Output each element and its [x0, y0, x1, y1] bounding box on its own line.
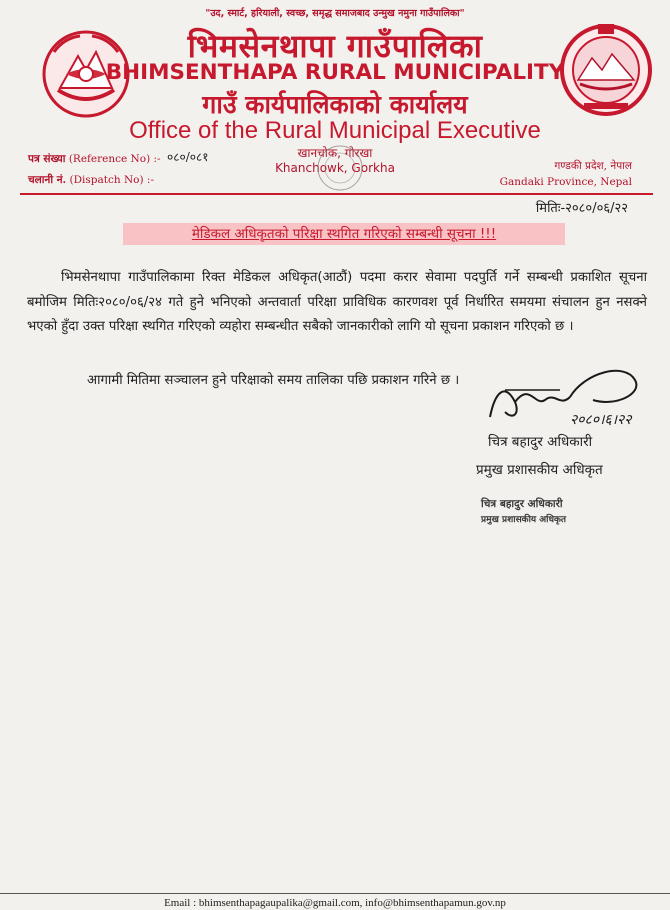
address-nepali: खानचोक, गोरखा — [297, 146, 373, 160]
signatory-title: प्रमुख प्रशासकीय अधिकृत — [476, 462, 603, 478]
notice-date: मितिः-२०८०/०६/२२ — [535, 201, 628, 216]
reference-number-label: पत्र संख्या (Reference No) :- — [28, 153, 161, 165]
footer-divider — [0, 893, 670, 894]
municipality-name-english: BHIMSENTHAPA RURAL MUNICIPALITY — [105, 60, 565, 85]
dispatch-number-label: चलानी नं. (Dispatch No) :- — [28, 174, 155, 186]
slogan: "उद, स्मार्ट, हरियाली, स्वच्छ, समृद्ध समाजबाद उन्मुख नमुना गाउँपालिका" — [205, 8, 465, 19]
office-stamp-icon — [295, 143, 385, 193]
office-name-nepali: गाउँ कार्यपालिकाको कार्यालय — [202, 90, 468, 119]
notice-subject: मेडिकल अधिकृतको परिक्षा स्थगित गरिएको सम्बन्धी सूचना !!! — [123, 223, 565, 245]
header-divider — [20, 193, 653, 195]
footer-email: Email : bhimsenthapagaupalika@gmail.com, info@bhimsenthapamun.gov.np — [164, 897, 506, 909]
municipality-name-nepali: भिमसेनथापा गाउँपालिका — [187, 27, 483, 65]
signatory-name: चित्र बहादुर अधिकारी — [488, 434, 593, 450]
province-nepali: गण्डकी प्रदेश, नेपाल — [554, 160, 632, 172]
handwritten-signature — [475, 362, 665, 437]
province-english: Gandaki Province, Nepal — [499, 176, 632, 188]
reference-number-value: ०८०/०८१ — [167, 150, 209, 164]
signature-date: २०८०।६।२२ — [570, 412, 632, 428]
stamp-title: प्रमुख प्रशासकीय अधिकृत — [481, 515, 567, 525]
stamp-name: चित्र बहादुर अधिकारी — [481, 498, 563, 510]
notice-paragraph-2: आगामी मितिमा सञ्चालन हुने परिक्षाको समय तालिका पछि प्रकाशन गरिने छ । — [87, 373, 460, 388]
notice-paragraph-1: भिमसेनथापा गाउँपालिकामा रिक्त मेडिकल अधिकृत(आठौं) पदमा करार सेवामा पदपुर्ति गर्ने सम्बन्धी प्रकाशित सूचना बमोजिम मितिः२०८०/०६/२४ गते हुने भनिएको अन्तवार्ता परिक्षा प्राविधिक कारणवश पूर्व निर्धारित समयमा संचालन हुन नसक्ने भएको हुँदा उक्त परिक्षा स्थगित गरिएको व्यहोरा सम्बन्धीत सबैको जानकारीको लागि यो सूचना प्रकाशन गरिएको छ । — [27, 270, 647, 334]
office-name-english: Office of the Rural Municipal Executive — [129, 117, 541, 144]
address-english: Khanchowk, Gorkha — [275, 161, 395, 175]
